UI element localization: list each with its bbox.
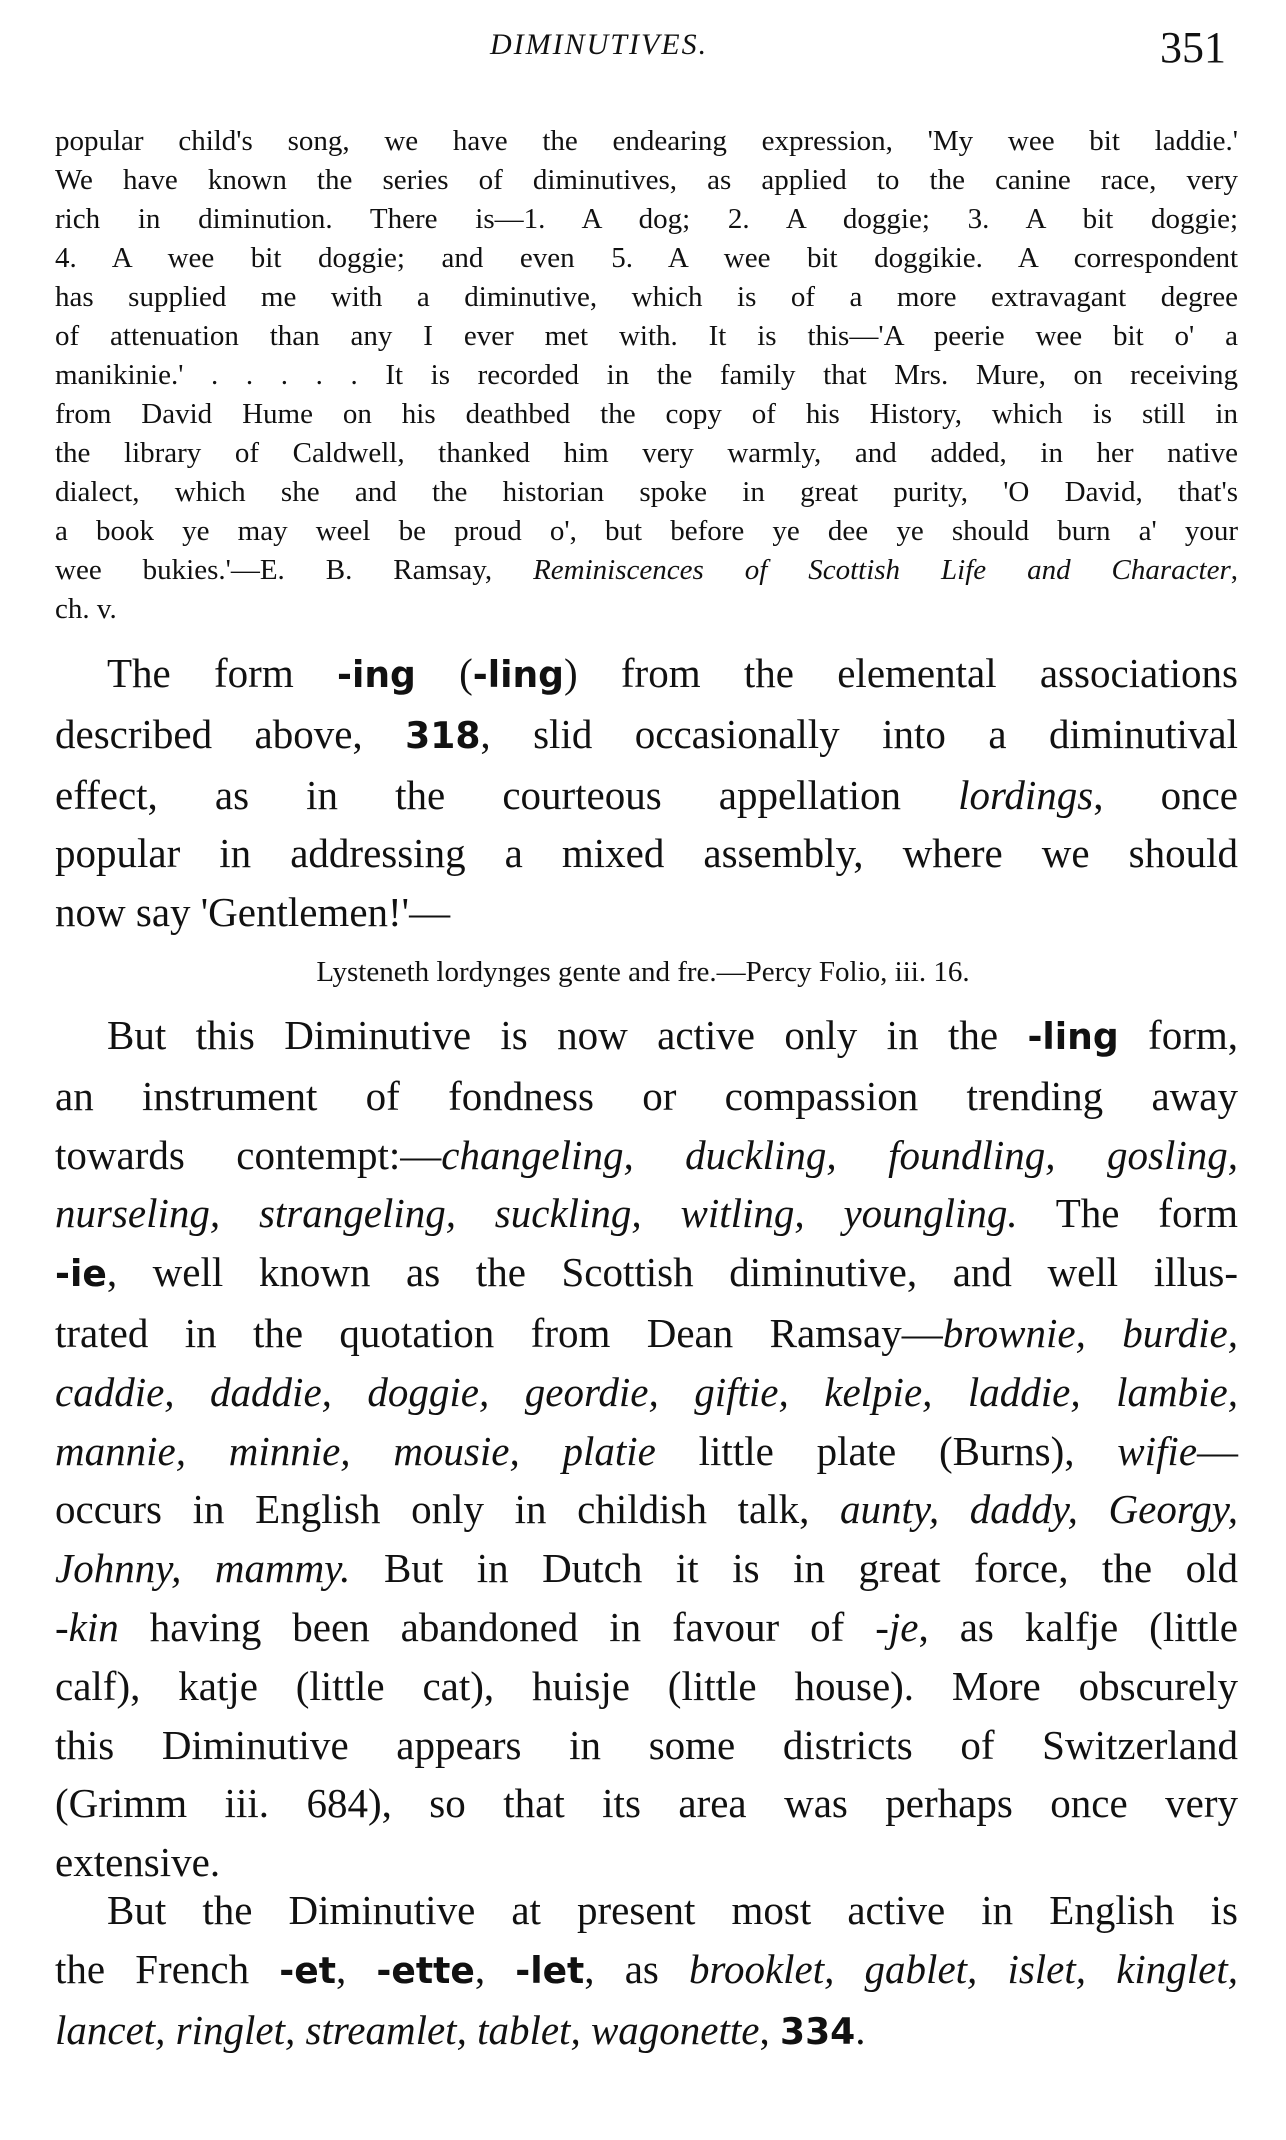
text-line	[55, 1480, 1238, 1539]
text-segment: ,	[1230, 554, 1239, 586]
text-segment: The form	[107, 650, 337, 696]
italic-text: aunty, daddy, Georgy,	[840, 1486, 1238, 1533]
text-line	[55, 824, 1238, 883]
text-segment: We have known the series of diminutives, as applied to the canine race, very	[55, 164, 1238, 196]
text-line	[55, 1422, 1238, 1481]
text-line	[55, 239, 1238, 278]
text-segment: a book ye may weel be proud o', but before ye dee ye should burn a' your	[55, 515, 1238, 547]
text-segment: this Diminutive appears in some districts of Switzerland	[55, 1721, 1238, 1768]
text-line	[55, 1126, 1238, 1185]
text-line	[55, 1243, 1238, 1304]
text-segment: from David Hume on his deathbed the copy of his History, which is still in	[55, 398, 1238, 430]
text-segment: ch. v.	[55, 593, 117, 625]
paragraph-1	[55, 644, 1238, 942]
text-segment: effect, as in the courteous appellation	[55, 771, 959, 818]
text-segment: the library of Caldwell, thanked him very warmly, and added, in her native	[55, 437, 1238, 469]
bold-text: -et	[279, 1949, 336, 1992]
text-segment: But this Diminutive is now active only in the	[107, 1012, 1028, 1058]
text-segment: extensive.	[55, 1839, 221, 1886]
text-segment: towards contempt:—	[55, 1131, 442, 1178]
text-segment: has supplied me with a diminutive, which is of a more extravagant degree	[55, 281, 1238, 313]
text-segment: calf), katje (little cat), huisje (little house). More obscurely	[55, 1662, 1238, 1709]
text-line	[55, 473, 1238, 512]
text-line	[55, 512, 1238, 551]
text-segment: occurs in English only in childish talk,	[55, 1486, 841, 1533]
text-segment: now say 'Gentlemen!'—	[55, 889, 451, 936]
bold-text: 334	[779, 2010, 856, 2053]
bold-text: -ling	[472, 654, 564, 696]
quoted-extract	[55, 122, 1238, 629]
text-line	[55, 883, 1238, 942]
text-segment: little plate (Burns),	[655, 1427, 1118, 1474]
verse-quotation: Lysteneth lordynges gente and fre.—Percy Folio, iii. 16.	[316, 956, 970, 988]
text-segment: an instrument of fondness or compassion trending away	[55, 1072, 1238, 1119]
bold-text: 318	[405, 714, 481, 757]
text-line	[55, 395, 1238, 434]
italic-text: brownie, burdie,	[942, 1309, 1238, 1356]
text-line	[55, 1940, 1238, 2001]
text-segment: the French	[55, 1945, 280, 1992]
text-segment: , as	[584, 1945, 690, 1992]
text-segment: manikinie.' . . . . . It is recorded in the family that Mrs. Mure, on receiving	[55, 359, 1238, 391]
text-line	[55, 1363, 1238, 1422]
italic-text: Johnny, mammy.	[55, 1545, 351, 1592]
text-line	[55, 590, 1238, 629]
text-segment: trated in the quotation from Dean Ramsay—	[55, 1309, 943, 1356]
text-line	[55, 1539, 1238, 1598]
text-segment: having been abandoned in favour of	[118, 1603, 876, 1650]
italic-text: -kin	[55, 1603, 119, 1650]
text-segment: (	[415, 650, 473, 696]
text-segment: , slid occasionally into a diminutival	[480, 710, 1238, 757]
text-segment: , once	[1093, 771, 1238, 818]
text-segment: 4. A wee bit doggie; and even 5. A wee bit doggikie. A correspondent	[55, 242, 1238, 274]
text-segment: The form	[1017, 1190, 1239, 1237]
paragraph-3	[55, 1881, 1238, 2061]
italic-text: -je	[875, 1603, 919, 1650]
text-segment: form,	[1118, 1012, 1238, 1058]
text-segment: , well known as the Scottish diminutive, and well illus-	[106, 1249, 1238, 1296]
text-line	[55, 200, 1238, 239]
text-segment: ,	[335, 1945, 377, 1992]
text-line	[55, 1657, 1238, 1716]
bold-text: -ling	[1027, 1016, 1119, 1058]
italic-text: caddie, daddie, doggie, geordie, giftie, kelpie, laddie, lambie,	[55, 1368, 1238, 1415]
text-line	[55, 2001, 1238, 2062]
page-number: 351	[1160, 23, 1226, 72]
text-segment: ,	[759, 2006, 780, 2053]
running-title: DIMINUTIVES.	[490, 28, 709, 61]
text-line	[55, 1774, 1238, 1833]
text-line	[55, 644, 1238, 705]
text-line	[55, 766, 1238, 825]
bold-text: -ie	[55, 1253, 107, 1296]
text-line	[55, 278, 1238, 317]
text-line	[55, 317, 1238, 356]
text-line	[55, 1006, 1238, 1067]
text-line	[55, 1881, 1238, 1940]
italic-text: changeling, duckling, foundling, gosling,	[441, 1131, 1238, 1178]
text-segment: wee bukies.'—E. B. Ramsay,	[55, 554, 534, 586]
italic-text: nurseling, strangeling, suckling, witling, youngling.	[55, 1190, 1018, 1237]
text-segment: (Grimm iii. 684), so that its area was perhaps once very	[55, 1780, 1238, 1827]
text-line	[55, 1304, 1238, 1363]
text-line	[55, 122, 1238, 161]
text-segment: popular in addressing a mixed assembly, where we should	[55, 830, 1238, 877]
bold-text: -let	[515, 1949, 585, 1992]
paragraph-2	[55, 1006, 1238, 1892]
text-segment: ,	[474, 1945, 516, 1992]
text-line	[55, 1598, 1238, 1657]
text-line	[55, 1184, 1238, 1243]
text-line	[55, 705, 1238, 766]
text-segment: dialect, which she and the historian spoke in great purity, 'O David, that's	[55, 476, 1238, 508]
text-line	[55, 1716, 1238, 1775]
text-line	[55, 551, 1238, 590]
text-segment: —	[1197, 1427, 1239, 1474]
italic-text: lordings	[958, 771, 1094, 818]
text-segment: rich in diminution. There is—1. A dog; 2. A doggie; 3. A bit doggie;	[55, 203, 1238, 235]
text-segment: of attenuation than any I ever met with. It is this—'A peerie wee bit o' a	[55, 320, 1238, 352]
text-segment: popular child's song, we have the endearing expression, 'My wee bit laddie.'	[55, 125, 1238, 157]
text-segment: , as kalfje (little	[918, 1603, 1238, 1650]
text-segment: ) from the elemental associations	[563, 650, 1238, 696]
text-segment: But in Dutch it is in great force, the old	[350, 1545, 1238, 1592]
text-line	[55, 1067, 1238, 1126]
bold-text: -ette	[376, 1949, 475, 1992]
italic-text: mannie, minnie, mousie, platie	[55, 1427, 656, 1474]
bold-text: -ing	[336, 654, 416, 696]
text-line	[55, 434, 1238, 473]
italic-text: lancet, ringlet, streamlet, tablet, wagonette	[55, 2006, 760, 2053]
text-segment: described above,	[55, 710, 406, 757]
italic-text: brooklet, gablet, islet, kinglet,	[689, 1945, 1239, 1992]
text-segment: .	[855, 2006, 866, 2053]
text-line	[55, 161, 1238, 200]
italic-text: wifie	[1117, 1427, 1198, 1474]
italic-text: Reminiscences of Scottish Life and Character	[533, 554, 1231, 586]
text-line	[55, 356, 1238, 395]
text-segment: But the Diminutive at present most active in English is	[107, 1887, 1238, 1933]
